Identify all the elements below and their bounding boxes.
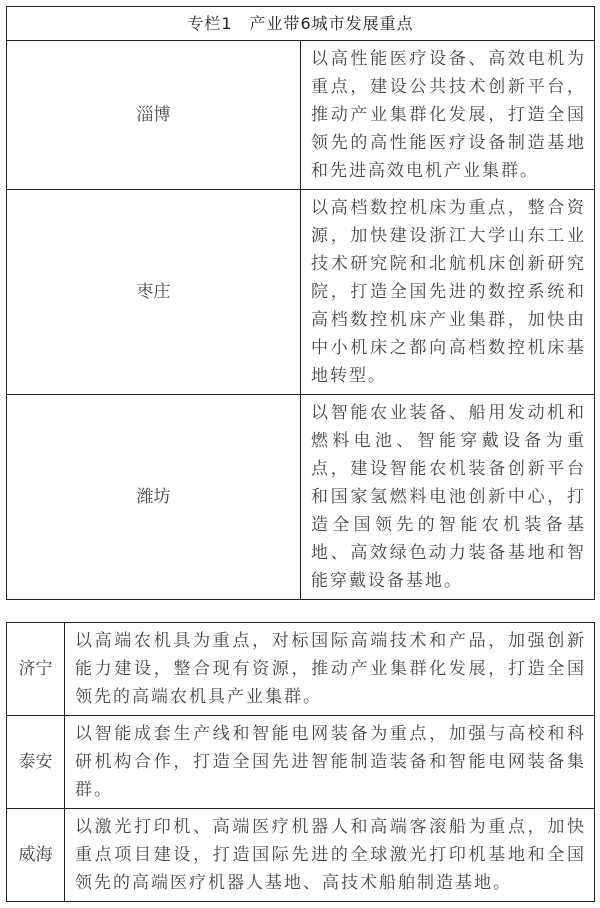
- city-name: 威海: [7, 809, 65, 902]
- city-description: 以智能农业装备、船用发动机和燃料电池、智能穿戴设备为重点，建设智能农机装备创新平台和国家氢燃料电池创新中心，打造全国领先的智能农机装备基地、高效绿色动力装备基地和智能穿戴设备基地。: [301, 395, 595, 600]
- table-row: [7, 41, 595, 190]
- city-name: 枣庄: [7, 190, 301, 395]
- city-focus-table-part-1: [6, 6, 595, 600]
- table-title: 专栏1 产业带6城市发展重点: [7, 7, 595, 41]
- city-name: 淄博: [7, 41, 301, 190]
- city-name: 潍坊: [7, 395, 301, 600]
- city-description: 以高性能医疗设备、高效电机为重点，建设公共技术创新平台，推动产业集群化发展，打造全国领先的高性能医疗设备制造基地和先进高效电机产业集群。: [301, 41, 595, 190]
- table-row: [7, 395, 595, 600]
- city-description: 以高档数控机床为重点，整合资源，加快建设浙江大学山东工业技术研究院和北航机床创新研究院，打造全国先进的数控系统和高档数控机床产业集群，加快由中小机床之都向高档数控机床基地转型。: [301, 190, 595, 395]
- table-row: [7, 716, 595, 809]
- city-description: 以激光打印机、高端医疗机器人和高端客滚船为重点，加快重点项目建设，打造国际先进的全球激光打印机基地和全国领先的高端医疗机器人基地、高技术船舶制造基地。: [65, 809, 595, 902]
- table-row: [7, 809, 595, 902]
- city-name: 泰安: [7, 716, 65, 809]
- table-row: [7, 623, 595, 716]
- table-row: [7, 190, 595, 395]
- city-description: 以智能成套生产线和智能电网装备为重点，加强与高校和科研机构合作，打造全国先进智能制造装备和智能电网装备集群。: [65, 716, 595, 809]
- city-focus-table-part-2: [6, 622, 595, 902]
- city-description: 以高端农机具为重点，对标国际高端技术和产品，加强创新能力建设，整合现有资源，推动产业集群化发展，打造全国领先的高端农机具产业集群。: [65, 623, 595, 716]
- city-name: 济宁: [7, 623, 65, 716]
